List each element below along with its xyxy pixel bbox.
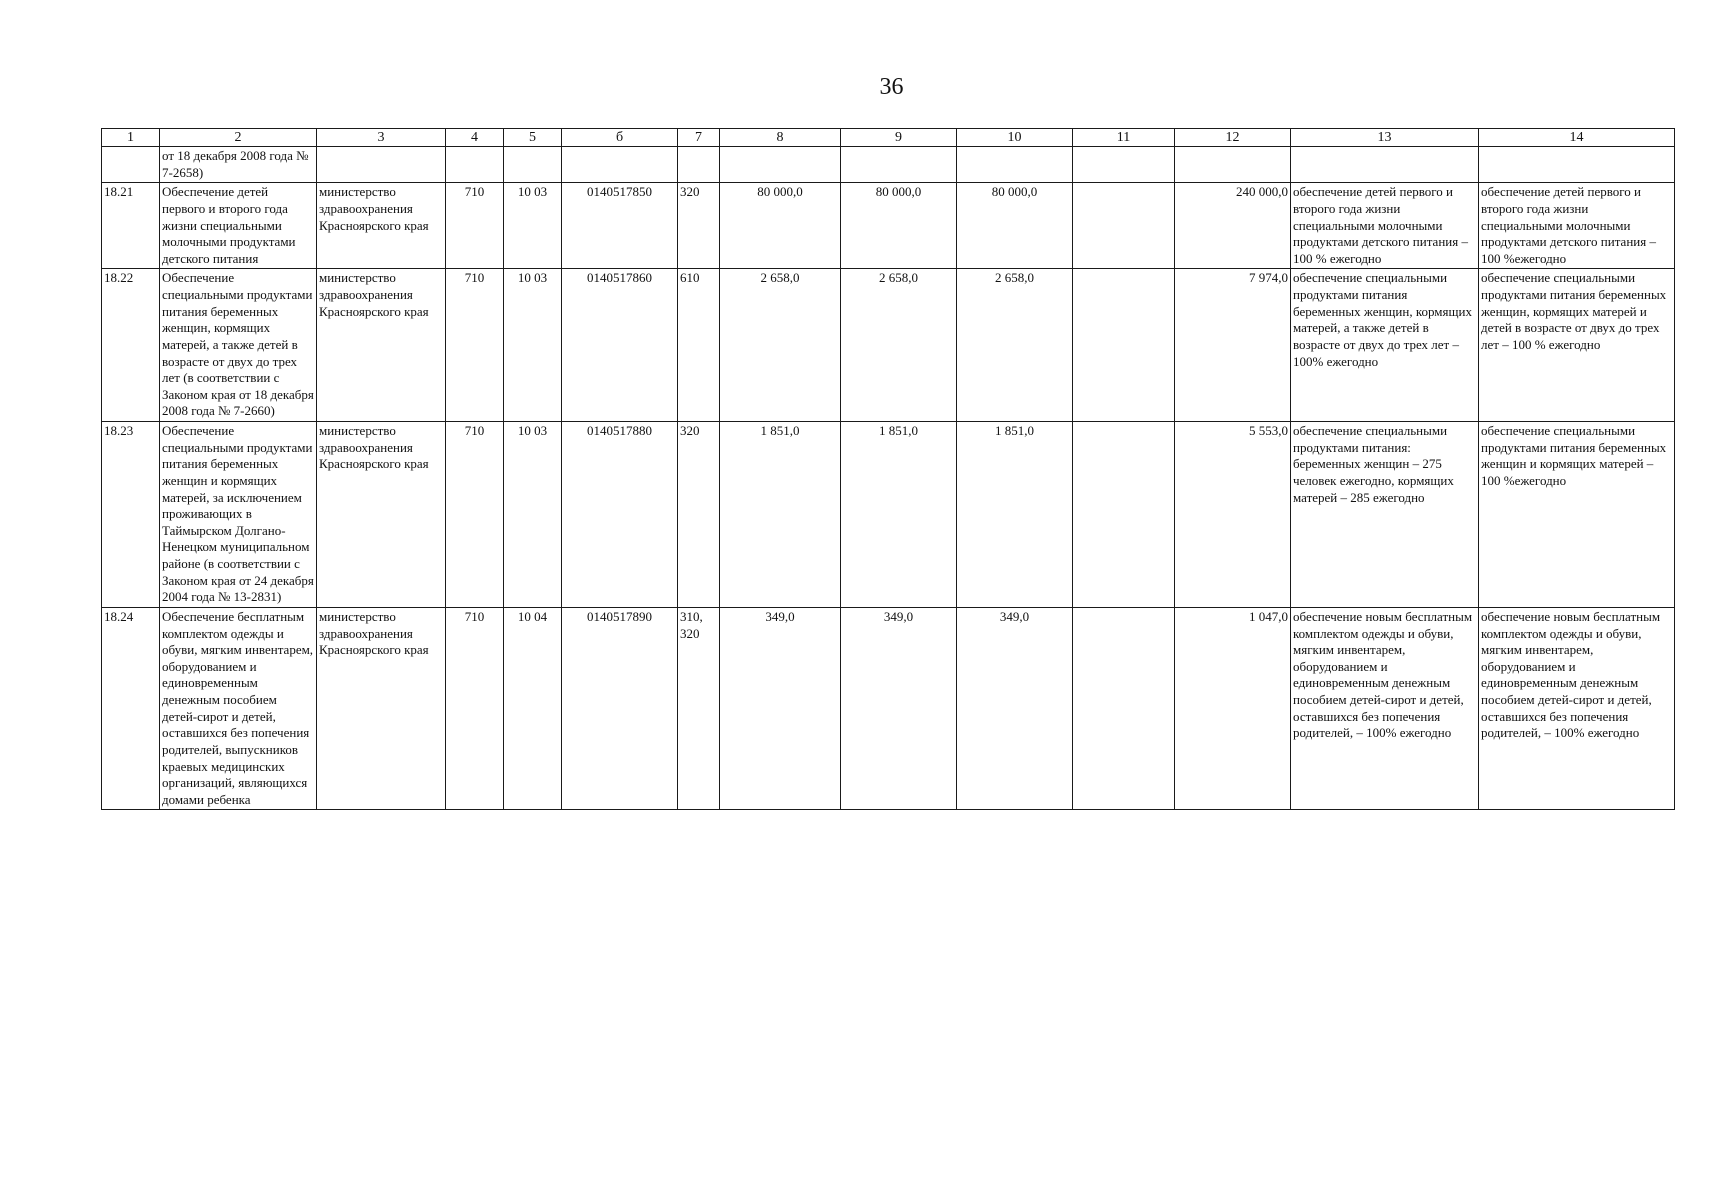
cell-c5: 10 04 [504, 607, 562, 810]
responsible-org: министерство здравоохранения Красноярского края [317, 269, 446, 422]
cell-c13: обеспечение детей первого и второго года жизни специальными молочными продуктами детского питания – 100 % ежегодно [1291, 183, 1479, 269]
cell-c5: 10 03 [504, 183, 562, 269]
cell-c9: 349,0 [841, 607, 957, 810]
row-number: 18.22 [102, 269, 160, 422]
column-header: 12 [1175, 129, 1291, 147]
page-number: 36 [879, 74, 904, 100]
row-number: 18.21 [102, 183, 160, 269]
cell-c13 [1291, 147, 1479, 183]
program-table [101, 128, 1675, 810]
cell-c10: 80 000,0 [957, 183, 1073, 269]
cell-c4: 710 [446, 422, 504, 608]
cell-c11 [1073, 147, 1175, 183]
cell-c14: обеспечение новым бесплатным комплектом одежды и обуви, мягким инвентарем, оборудованием и единовременным денежным пособием детей-сирот и детей, оставшихся без попечения родителей, – 100% ежегодно [1479, 607, 1675, 810]
cell-c12: 7 974,0 [1175, 269, 1291, 422]
column-header: 13 [1291, 129, 1479, 147]
responsible-org: министерство здравоохранения Красноярского края [317, 607, 446, 810]
cell-c5 [504, 147, 562, 183]
cell-c6: 0140517890 [562, 607, 678, 810]
cell-c12: 1 047,0 [1175, 607, 1291, 810]
cell-c14: обеспечение специальными продуктами питания беременных женщин, кормящих матерей и детей в возрасте от двух до трех лет – 100 % ежегодно [1479, 269, 1675, 422]
cell-c14 [1479, 147, 1675, 183]
cell-c14: обеспечение детей первого и второго года жизни специальными молочными продуктами детского питания – 100 %ежегодно [1479, 183, 1675, 269]
cell-c4: 710 [446, 183, 504, 269]
cell-c7: 320 [678, 183, 720, 269]
cell-c13: обеспечение специальными продуктами питания беременных женщин, кормящих матерей, а также детей в возрасте от двух до трех лет – 100% ежегодно [1291, 269, 1479, 422]
activity-name: Обеспечение бесплатным комплектом одежды и обуви, мягким инвентарем, оборудованием и единовременным денежным пособием детей-сирот и детей, оставшихся без попечения родителей, выпускников краевых медицинских организаций, являющихся домами ребенка [160, 607, 317, 810]
activity-name: Обеспечение детей первого и второго года жизни специальными молочными продуктами детского питания [160, 183, 317, 269]
cell-c14: обеспечение специальными продуктами питания беременных женщин и кормящих матерей – 100 %ежегодно [1479, 422, 1675, 608]
cell-c5: 10 03 [504, 269, 562, 422]
cell-c6: 0140517880 [562, 422, 678, 608]
cell-c8 [720, 147, 841, 183]
cell-c4: 710 [446, 607, 504, 810]
column-header: б [562, 129, 678, 147]
column-header: 4 [446, 129, 504, 147]
cell-c11 [1073, 422, 1175, 608]
cell-c13: обеспечение специальными продуктами питания: беременных женщин – 275 человек ежегодно, кормящих матерей – 285 ежегодно [1291, 422, 1479, 608]
row-number [102, 147, 160, 183]
cell-c11 [1073, 269, 1175, 422]
cell-c6 [562, 147, 678, 183]
responsible-org [317, 147, 446, 183]
table-row [102, 147, 1675, 183]
column-header: 8 [720, 129, 841, 147]
cell-c8: 2 658,0 [720, 269, 841, 422]
cell-c10: 2 658,0 [957, 269, 1073, 422]
activity-name: от 18 декабря 2008 года № 7-2658) [160, 147, 317, 183]
cell-c9: 80 000,0 [841, 183, 957, 269]
cell-c4 [446, 147, 504, 183]
column-header: 7 [678, 129, 720, 147]
row-number: 18.24 [102, 607, 160, 810]
cell-c11 [1073, 183, 1175, 269]
row-number: 18.23 [102, 422, 160, 608]
cell-c7: 610 [678, 269, 720, 422]
cell-c7: 310, 320 [678, 607, 720, 810]
column-header: 3 [317, 129, 446, 147]
cell-c6: 0140517860 [562, 269, 678, 422]
cell-c10: 349,0 [957, 607, 1073, 810]
cell-c7: 320 [678, 422, 720, 608]
cell-c8: 1 851,0 [720, 422, 841, 608]
column-header: 2 [160, 129, 317, 147]
table-row [102, 422, 1675, 608]
cell-c12 [1175, 147, 1291, 183]
cell-c4: 710 [446, 269, 504, 422]
cell-c8: 349,0 [720, 607, 841, 810]
column-number-row [102, 129, 1675, 147]
cell-c10 [957, 147, 1073, 183]
cell-c9: 2 658,0 [841, 269, 957, 422]
cell-c12: 240 000,0 [1175, 183, 1291, 269]
cell-c10: 1 851,0 [957, 422, 1073, 608]
activity-name: Обеспечение специальными продуктами питания беременных женщин, кормящих матерей, а также детей в возрасте от двух до трех лет (в соответствии с Законом края от 18 декабря 2008 года № 7-2660) [160, 269, 317, 422]
cell-c6: 0140517850 [562, 183, 678, 269]
cell-c8: 80 000,0 [720, 183, 841, 269]
activity-name: Обеспечение специальными продуктами питания беременных женщин и кормящих матерей, за исключением проживающих в Таймырском Долгано-Ненецком муниципальном районе (в соответствии с Законом края от 24 декабря 2004 года № 13-2831) [160, 422, 317, 608]
cell-c9 [841, 147, 957, 183]
cell-c13: обеспечение новым бесплатным комплектом одежды и обуви, мягким инвентарем, оборудованием и единовременным денежным пособием детей-сирот и детей, оставшихся без попечения родителей, – 100% ежегодно [1291, 607, 1479, 810]
responsible-org: министерство здравоохранения Красноярского края [317, 422, 446, 608]
cell-c12: 5 553,0 [1175, 422, 1291, 608]
column-header: 1 [102, 129, 160, 147]
cell-c9: 1 851,0 [841, 422, 957, 608]
cell-c7 [678, 147, 720, 183]
table-row [102, 183, 1675, 269]
cell-c11 [1073, 607, 1175, 810]
column-header: 11 [1073, 129, 1175, 147]
column-header: 5 [504, 129, 562, 147]
cell-c5: 10 03 [504, 422, 562, 608]
column-header: 9 [841, 129, 957, 147]
table-row [102, 269, 1675, 422]
column-header: 10 [957, 129, 1073, 147]
responsible-org: министерство здравоохранения Красноярского края [317, 183, 446, 269]
column-header: 14 [1479, 129, 1675, 147]
table-row [102, 607, 1675, 810]
